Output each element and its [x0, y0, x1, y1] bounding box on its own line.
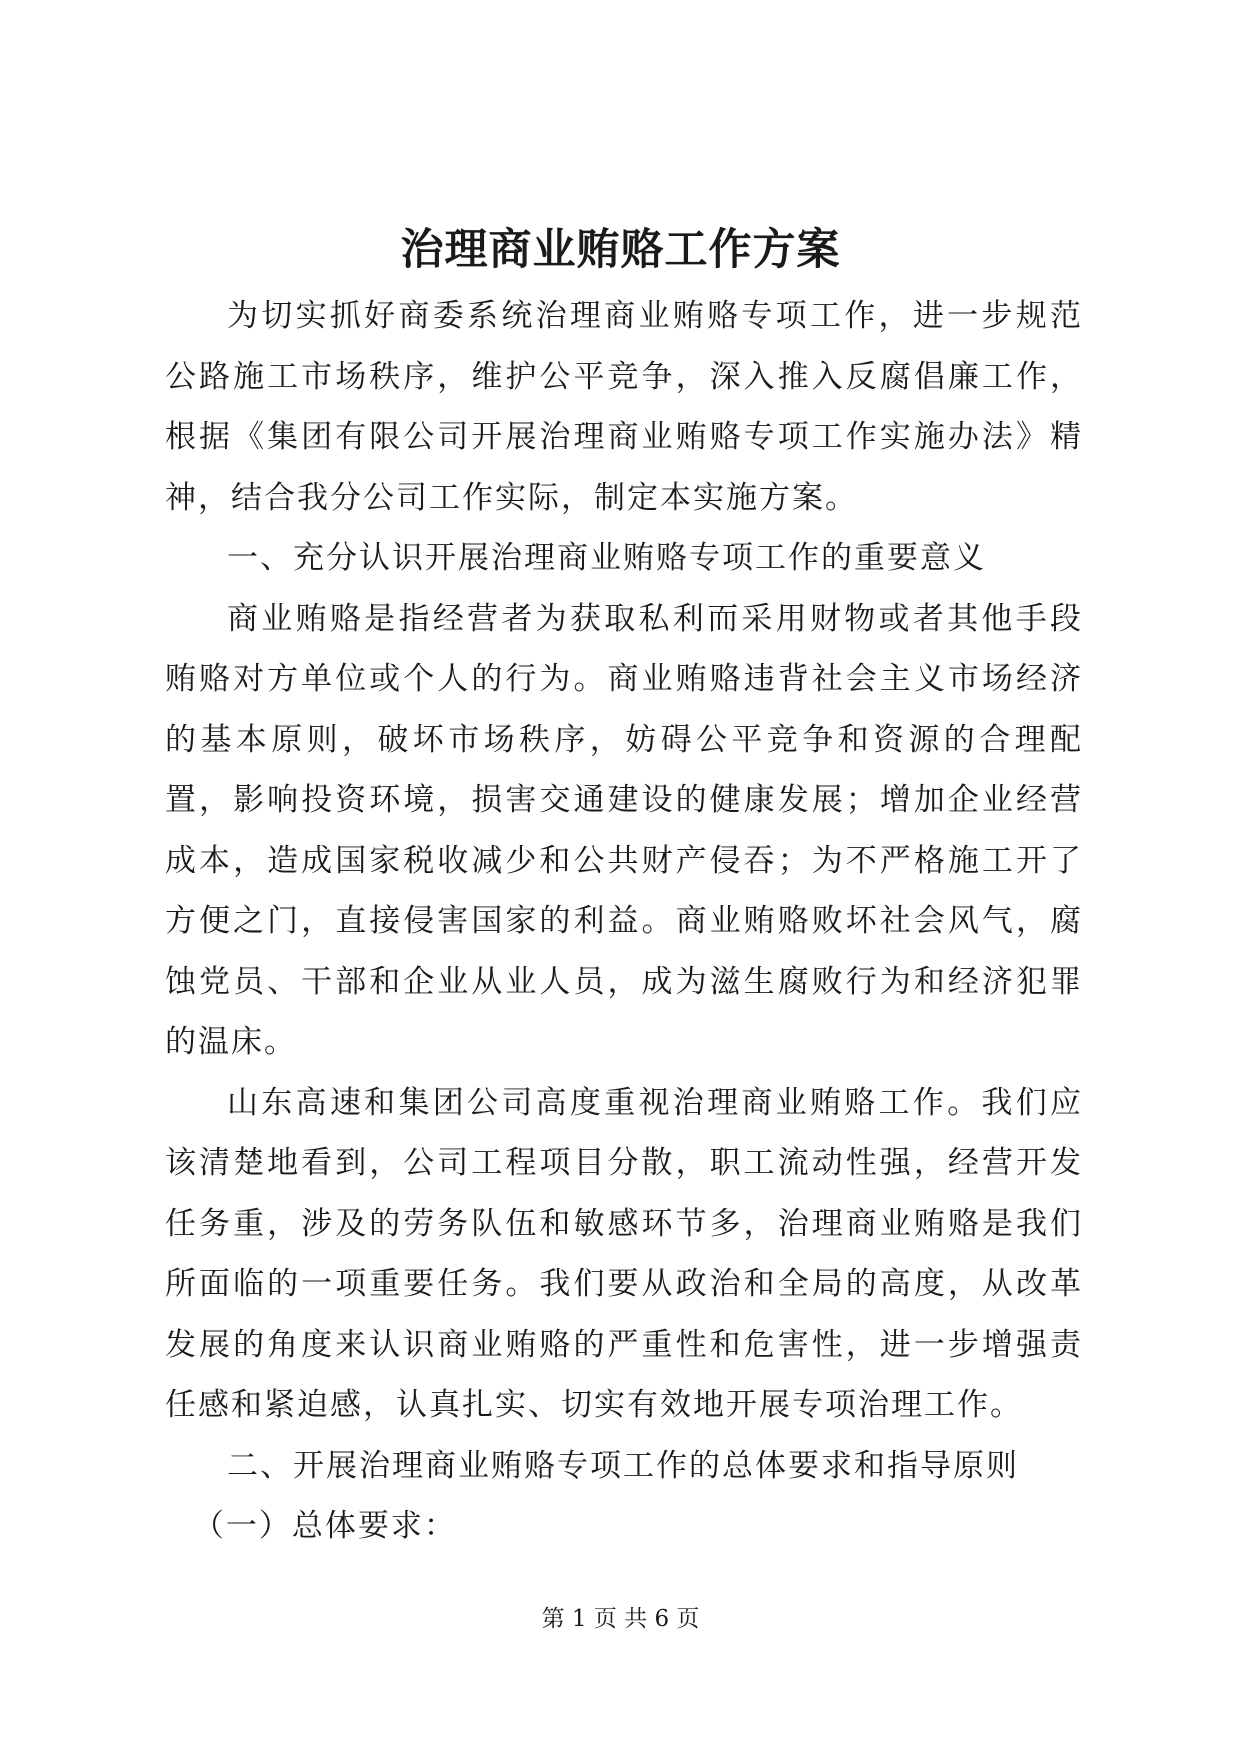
document-title: 治理商业贿赂工作方案 [400, 225, 841, 275]
intro-paragraph: 为切实抓好商委系统治理商业贿赂专项工作，进一步规范公路施工市场秩序，维护公平竞争，深入推入反腐倡廉工作，根据《集团有限公司开展治理商业贿赂专项工作实施办法》精神，结合我分公司工作实际，制定本实施方案。 [165, 298, 1083, 516]
subsection-heading-overall-requirements: （一）总体要求： [192, 1508, 457, 1544]
document-body [165, 286, 1083, 1557]
section-heading-1: 一、充分认识开展治理商业贿赂专项工作的重要意义 [227, 540, 986, 576]
page-footer: 第 1 页 共 6 页 [541, 1606, 700, 1632]
paragraph-company-importance: 山东高速和集团公司高度重视治理商业贿赂工作。我们应该清楚地看到，公司工程项目分散，职工流动性强，经营开发任务重，涉及的劳务队伍和敏感环节多，治理商业贿赂是我们所面临的一项重要任务。我们要从政治和全局的高度，从改革发展的角度来认识商业贿赂的严重性和危害性，进一步增强责任感和紧迫感，认真扎实、切实有效地开展专项治理工作。 [165, 1084, 1083, 1423]
section-heading-2: 二、开展治理商业贿赂专项工作的总体要求和指导原则 [227, 1447, 1019, 1484]
paragraph-bribery-definition: 商业贿赂是指经营者为获取私利而采用财物或者其他手段贿赂对方单位或个人的行为。商业贿赂违背社会主义市场经济的基本原则，破坏市场秩序，妨碍公平竞争和资源的合理配置，影响投资环境，损害交通建设的健康发展；增加企业经营成本，造成国家税收减少和公共财产侵吞；为不严格施工开了方便之门，直接侵害国家的利益。商业贿赂败坏社会风气，腐蚀党员、干部和企业从业人员，成为滋生腐败行为和经济犯罪的温床。 [165, 600, 1083, 1060]
